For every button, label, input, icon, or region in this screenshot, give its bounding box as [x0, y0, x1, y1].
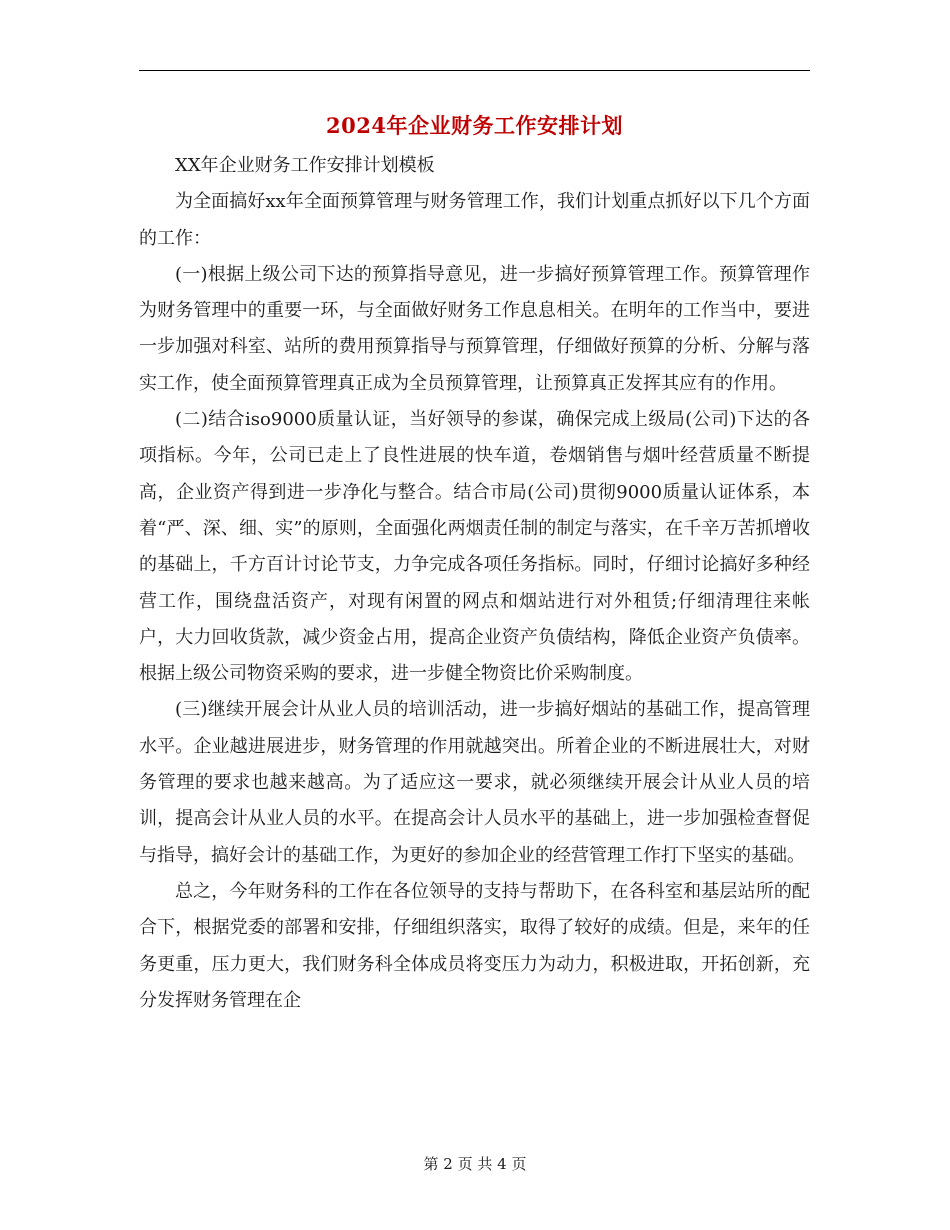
summary-paragraph: 总之，今年财务科的工作在各位领导的支持与帮助下，在各科室和基层站所的配合下，根据党委的部署和安排，仔细组织落实，取得了较好的成绩。但是，来年的任务更重，压力更大，我们财务科全体成员将变压力为动力，积极进取，开拓创新，充分发挥财务管理在企 — [139, 880, 810, 1011]
section-two-paragraph: (二)结合iso9000质量认证，当好领导的参谋，确保完成上级局(公司)下达的各项指标。今年，公司已走上了良性进展的快车道，卷烟销售与烟叶经营质量不断提高，企业资产得到进一步净化与整合。结合市局(公司)贯彻9000质量认证体系，本着“严、深、细、实”的原则，全面强化两烟责任制的制定与落实，在千辛万苦抓增收的基础上，千方百计讨论节支，力争完成各项任务指标。同时，仔细讨论搞好多种经营工作，围绕盘活资产，对现有闲置的网点和烟站进行对外租赁;仔细清理往来帐户，大力回收货款，减少资金占用，提高企业资产负债结构，降低企业资产负债率。根据上级公司物资采购的要求，进一步健全物资比价采购制度。 — [139, 409, 810, 685]
document-title: 2024年企业财务工作安排计划 — [326, 113, 623, 138]
section-three-paragraph: (三)继续开展会计从业人员的培训活动，进一步搞好烟站的基础工作，提高管理水平。企业越进展进步，财务管理的作用就越突出。所着企业的不断进展壮大，对财务管理的要求也越来越高。为了适应这一要求，就必须继续开展会计从业人员的培训，提高会计从业人员的水平。在提高会计人员水平的基础上，进一步加强检查督促与指导，搞好会计的基础工作，为更好的参加企业的经营管理工作打下坚实的基础。 — [139, 699, 810, 866]
header-rule — [139, 70, 810, 71]
section-one-paragraph: (一)根据上级公司下达的预算指导意见，进一步搞好预算管理工作。预算管理作为财务管理中的重要一环，与全面做好财务工作息息相关。在明年的工作当中，要进一步加强对科室、站所的费用预算指导与预算管理，仔细做好预算的分析、分解与落实工作，使全面预算管理真正成为全员预算管理，让预算真正发挥其应有的作用。 — [139, 263, 810, 394]
page-number: 第 2 页 共 4 页 — [423, 1155, 527, 1173]
document-body — [139, 148, 810, 1019]
intro-paragraph: 为全面搞好xx年全面预算管理与财务管理工作，我们计划重点抓好以下几个方面的工作： — [139, 191, 810, 249]
subtitle-paragraph: XX年企业财务工作安排计划模板 — [175, 155, 435, 176]
